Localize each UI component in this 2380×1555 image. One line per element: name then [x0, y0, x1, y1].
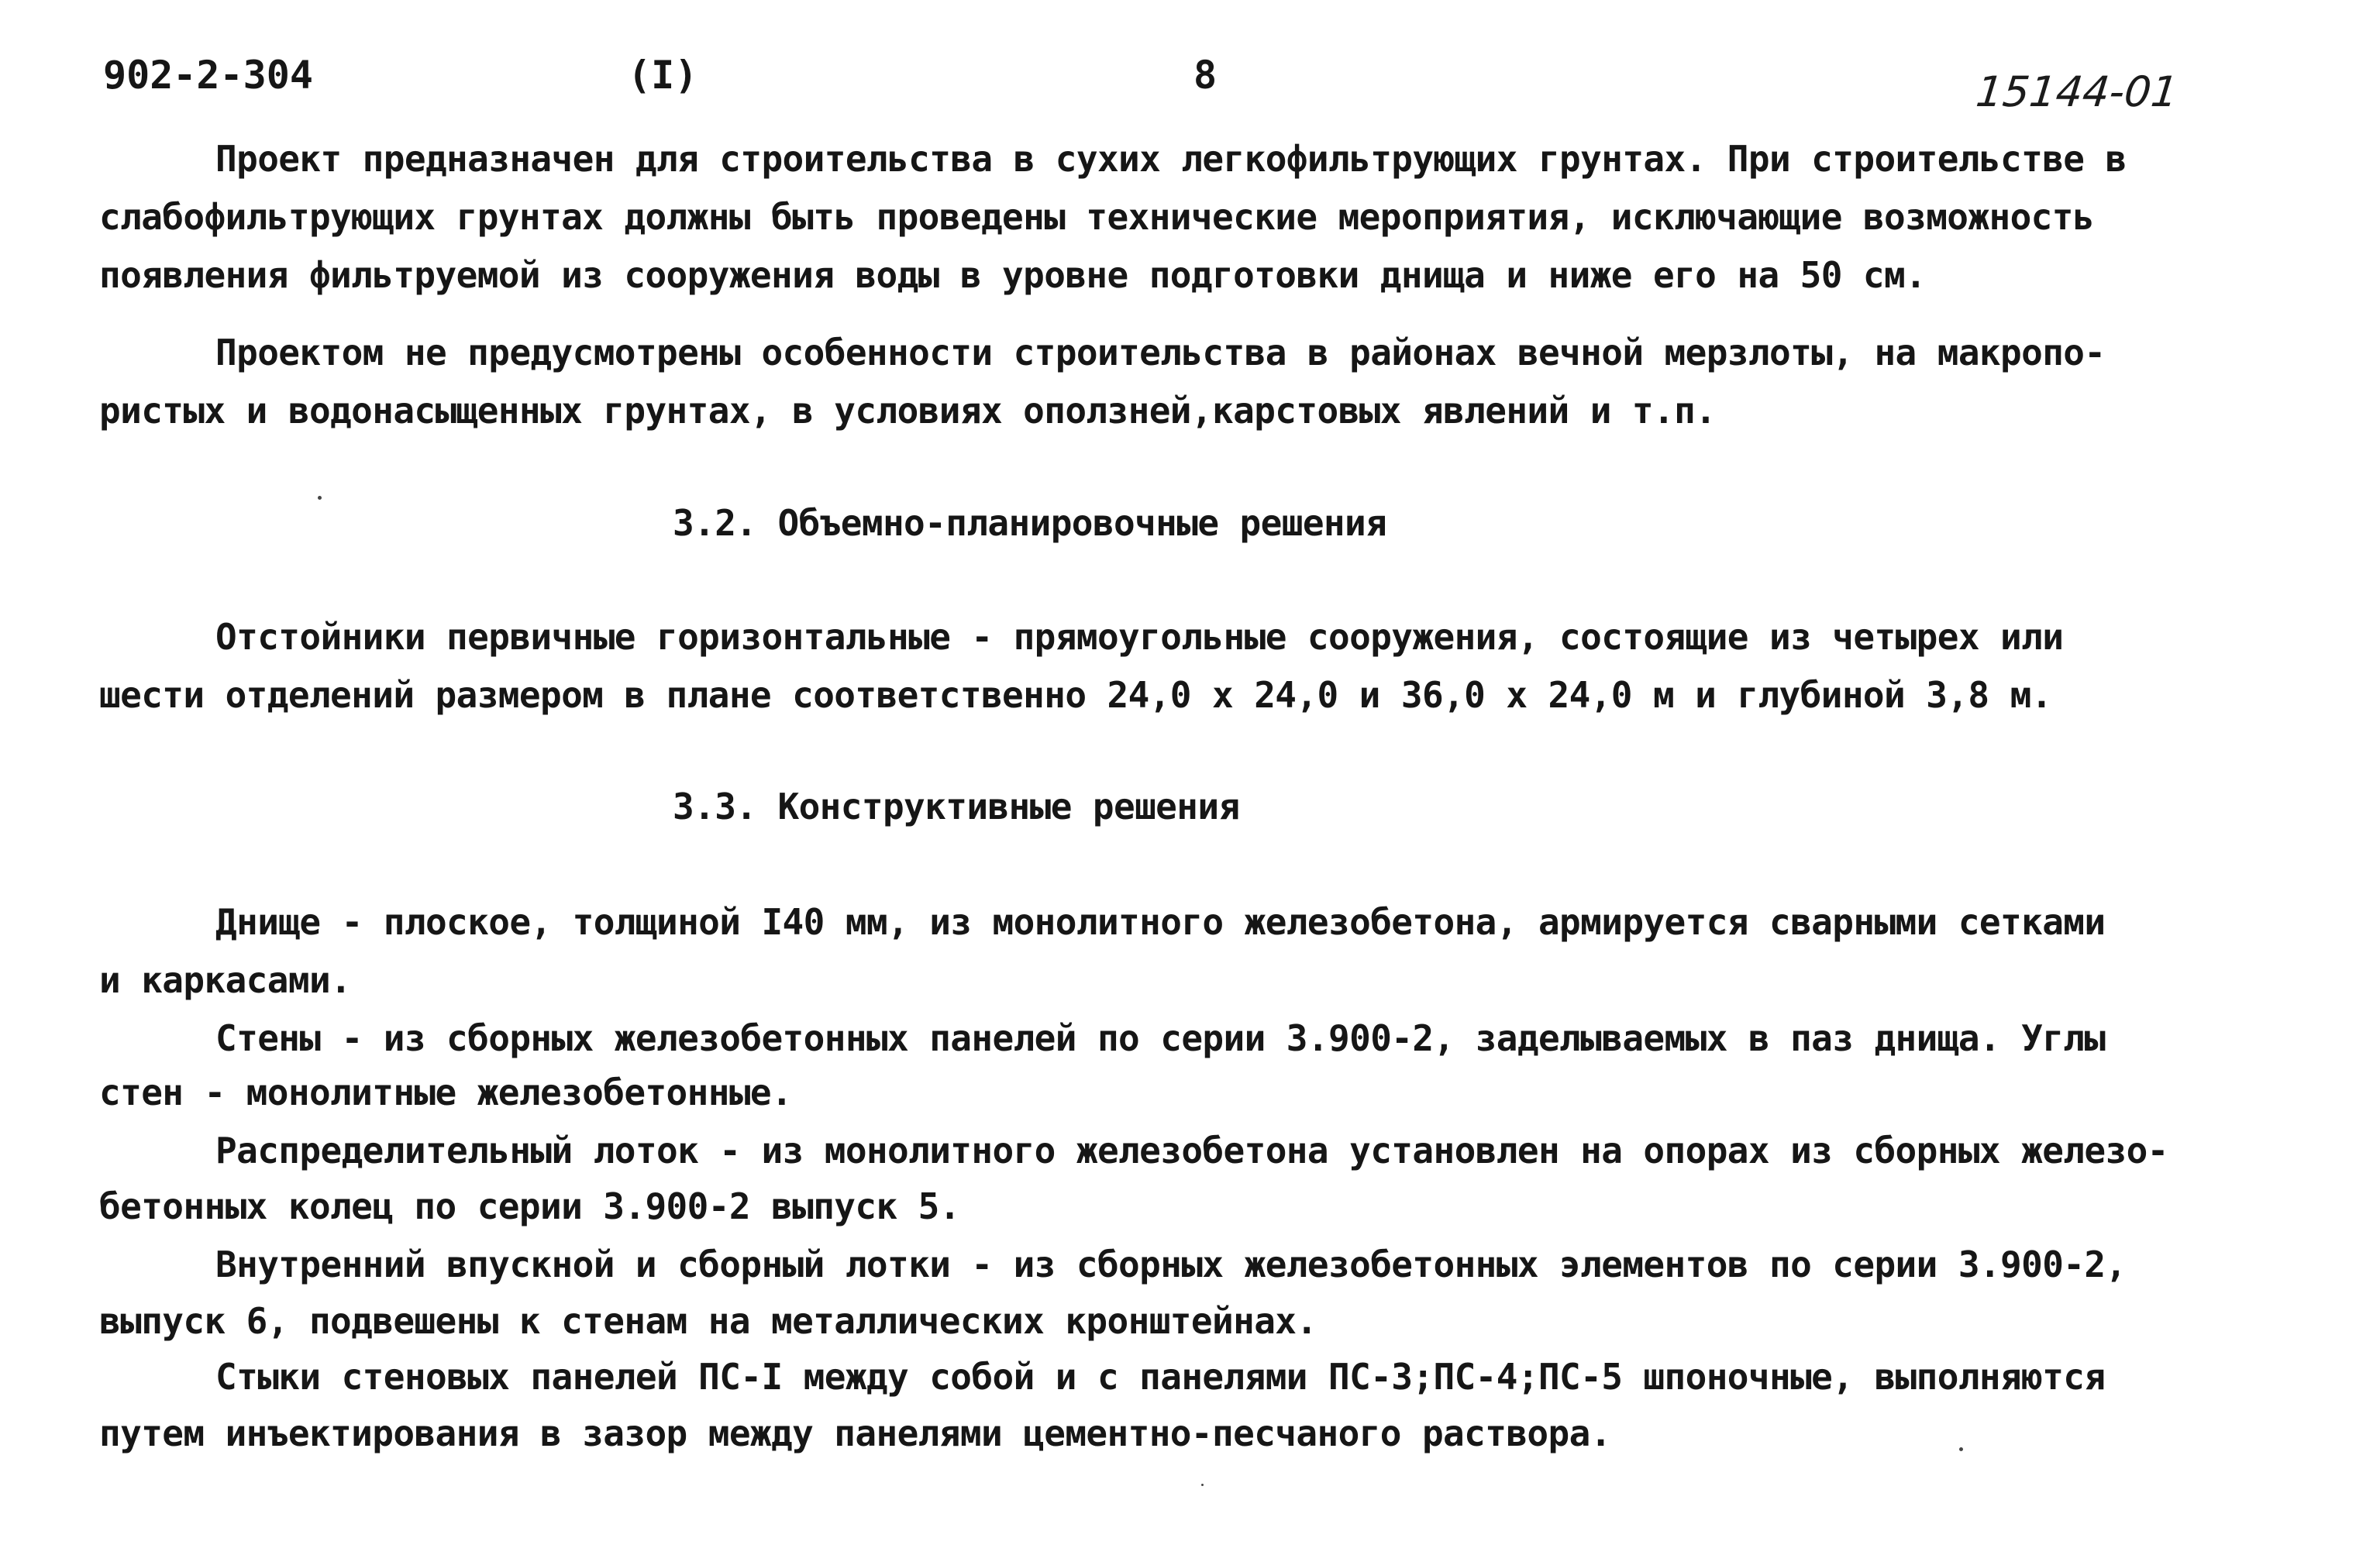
walls-line-1: Стены - из сборных железобетонных панелей по серии 3.900-2, заделываемых в паз днища. Углы [215, 1017, 2106, 1059]
scan-speck [1959, 1447, 1963, 1451]
section-3-2-line-1: Отстойники первичные горизонтальные - прямоугольные сооружения, состоящие из четырех или [215, 616, 2064, 658]
document-code: 902-2-304 [103, 53, 313, 98]
page-number: 8 [1193, 53, 1218, 98]
section-3-2-line-2: шести отделений размером в плане соответственно 24,0 х 24,0 и 36,0 х 24,0 м и глубиной 3,8 м. [99, 674, 2052, 716]
section-3-2-heading: 3.2. Объемно-планировочные решения [673, 502, 1387, 544]
paragraph-2-line-1: Проектом не предусмотрены особенности строительства в районах вечной мерзлоты, на макропо- [215, 332, 2106, 373]
paragraph-1-line-2: слабофильтрующих грунтах должны быть проведены технические мероприятия, исключающие возможность [99, 196, 2094, 238]
joints-line-2: путем инъектирования в зазор между панелями цементно-песчаного раствора. [99, 1412, 1611, 1454]
paragraph-2-line-2: ристых и водонасыщенных грунтах, в условиях оползней,карстовых явлений и т.п. [99, 390, 1717, 432]
paragraph-1-line-3: появления фильтруемой из сооружения воды в уровне подготовки днища и ниже его на 50 см. [99, 254, 1927, 296]
scan-speck [318, 496, 322, 500]
distribution-tray-line-2: бетонных колец по серии 3.900-2 выпуск 5. [99, 1185, 960, 1227]
paragraph-1-line-1: Проект предназначен для строительства в сухих легкофильтрующих грунтах. При строительстве в [215, 138, 2127, 180]
volume-number: (I) [628, 53, 698, 98]
joints-line-1: Стыки стеновых панелей ПС-I между собой и с панелями ПС-3;ПС-4;ПС-5 шпоночные, выполняются [215, 1356, 2106, 1398]
bottom-slab-line-2: и каркасами. [99, 959, 352, 1001]
inner-trays-line-1: Внутренний впускной и сборный лотки - из сборных железобетонных элементов по серии 3.900-2, [215, 1244, 2127, 1285]
bottom-slab-line-1: Днище - плоское, толщиной I40 мм, из монолитного железобетона, армируется сварными сетками [215, 901, 2106, 943]
scan-speck [1201, 1484, 1204, 1486]
inner-trays-line-2: выпуск 6, подвешены к стенам на металлических кронштейнах. [99, 1300, 1317, 1342]
walls-line-2: стен - монолитные железобетонные. [99, 1072, 793, 1113]
handwritten-archive-number: 15144-01 [1973, 67, 2181, 116]
distribution-tray-line-1: Распределительный лоток - из монолитного железобетона установлен на опорах из сборных железо- [215, 1130, 2168, 1171]
section-3-3-heading: 3.3. Конструктивные решения [673, 786, 1240, 827]
